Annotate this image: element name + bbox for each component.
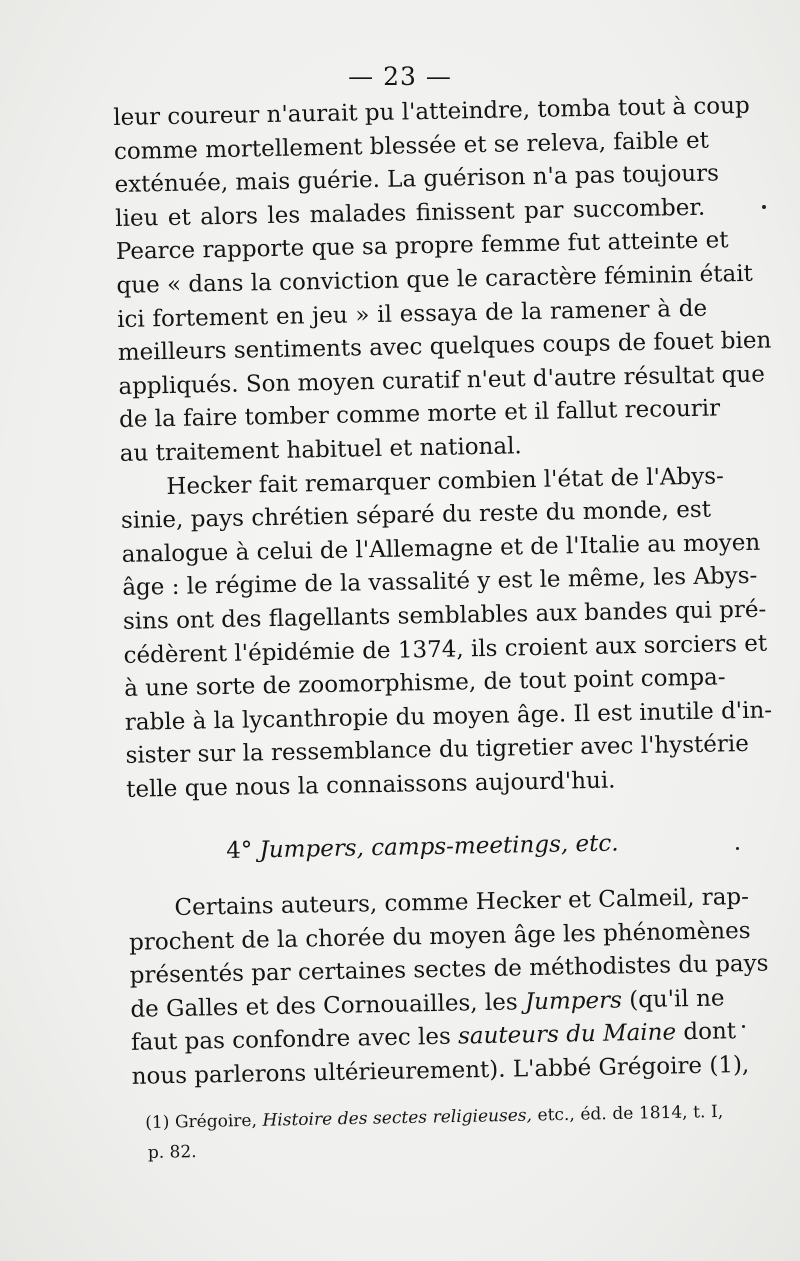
text-line: nous parlerons ultérieurement). L'abbé Grégoire (1),: [131, 1051, 750, 1090]
footnote-book-title: Histoire des sectes religieuses,: [262, 1105, 533, 1131]
text-line: comme mortellement blessée et se releva, faible et: [113, 127, 710, 165]
text-segment: de Galles et des Cornouailles, les: [130, 989, 526, 1023]
paragraph-3: [128, 882, 769, 1095]
text-segment: dont: [675, 1018, 737, 1046]
text-line: âge : le régime de la vassalité y est le même, les Abys-: [122, 563, 758, 602]
paragraph-1: [113, 91, 772, 472]
text-line: à une sorte de zoomorphisme, de tout point compa-: [124, 664, 726, 702]
text-line: ici fortement en jeu » il essaya de la ramener à de: [116, 295, 708, 333]
text-line: Pearce rapporte que sa propre femme fut atteinte et: [115, 227, 729, 266]
text-line: sinie, pays chrétien séparé du reste du monde, est: [120, 496, 712, 535]
text-line: Hecker fait remarquer combien l'état de l'Abys-: [166, 462, 725, 500]
italic-term: sauteurs du Maine: [457, 1019, 677, 1050]
text-line: présentés par certaines sectes de méthodistes du pays: [129, 950, 769, 990]
main-text: [113, 91, 773, 1095]
section-number: 4°: [225, 837, 253, 865]
text-line: sister sur la ressemblance du tigretier avec l'hystérie: [125, 731, 750, 770]
section-title-text: Jumpers, camps-meetings, etc.: [259, 830, 619, 864]
text-line: de la faire tomber comme morte et il fallut recourir: [118, 395, 721, 434]
text-line: prochent de la chorée du moyen âge les phénomènes: [128, 917, 751, 956]
paper-speck: [762, 205, 766, 209]
text-line: telle que nous la connaissons aujourd'hui.: [125, 767, 616, 803]
text-line: meilleurs sentiments avec quelques coups de fouet bien: [117, 327, 772, 367]
footnote-details: etc., éd. de 1814, t. I,: [531, 1101, 724, 1126]
footnote-line: p. 82.: [147, 1142, 197, 1163]
text-line: lieu et alors les malades finissent par succomber.: [114, 194, 706, 232]
text-line: analogue à celui de l'Allemagne et de l'Italie au moyen: [121, 529, 761, 568]
text-segment: faut pas confondre avec les: [130, 1023, 459, 1057]
text-line: Certains auteurs, comme Hecker et Calmeil, rap-: [174, 884, 750, 922]
text-segment: (qu'il ne: [621, 985, 725, 1014]
section-heading: [127, 826, 718, 871]
paragraph-2: [120, 460, 773, 807]
paper-speck: [736, 847, 739, 850]
italic-term: Jumpers: [524, 987, 623, 1016]
paper-speck: [742, 1025, 745, 1028]
text-line: appliqués. Son moyen curatif n'eut d'autre résultat que: [118, 361, 766, 400]
text-line: exténuée, mais guérie. La guérison n'a pas toujours: [114, 160, 720, 199]
text-line: sins ont des flagellants semblables aux bandes qui pré-: [122, 596, 767, 635]
text-line: rable à la lycanthropie du moyen âge. Il est inutile d'in-: [124, 697, 773, 736]
footnote: [145, 1097, 724, 1168]
footnote-marker: (1) Grégoire,: [145, 1110, 263, 1133]
page-number: — 23 —: [348, 62, 452, 91]
text-line: cédèrent l'épidémie de 1374, ils croient aux sorciers et: [123, 630, 768, 669]
text-line: au traitement habituel et national.: [119, 433, 522, 467]
text-line: leur coureur n'aurait pu l'atteindre, tomba tout à coup: [113, 92, 750, 131]
text-line: que « dans la conviction que le caractère féminin était: [116, 260, 754, 299]
